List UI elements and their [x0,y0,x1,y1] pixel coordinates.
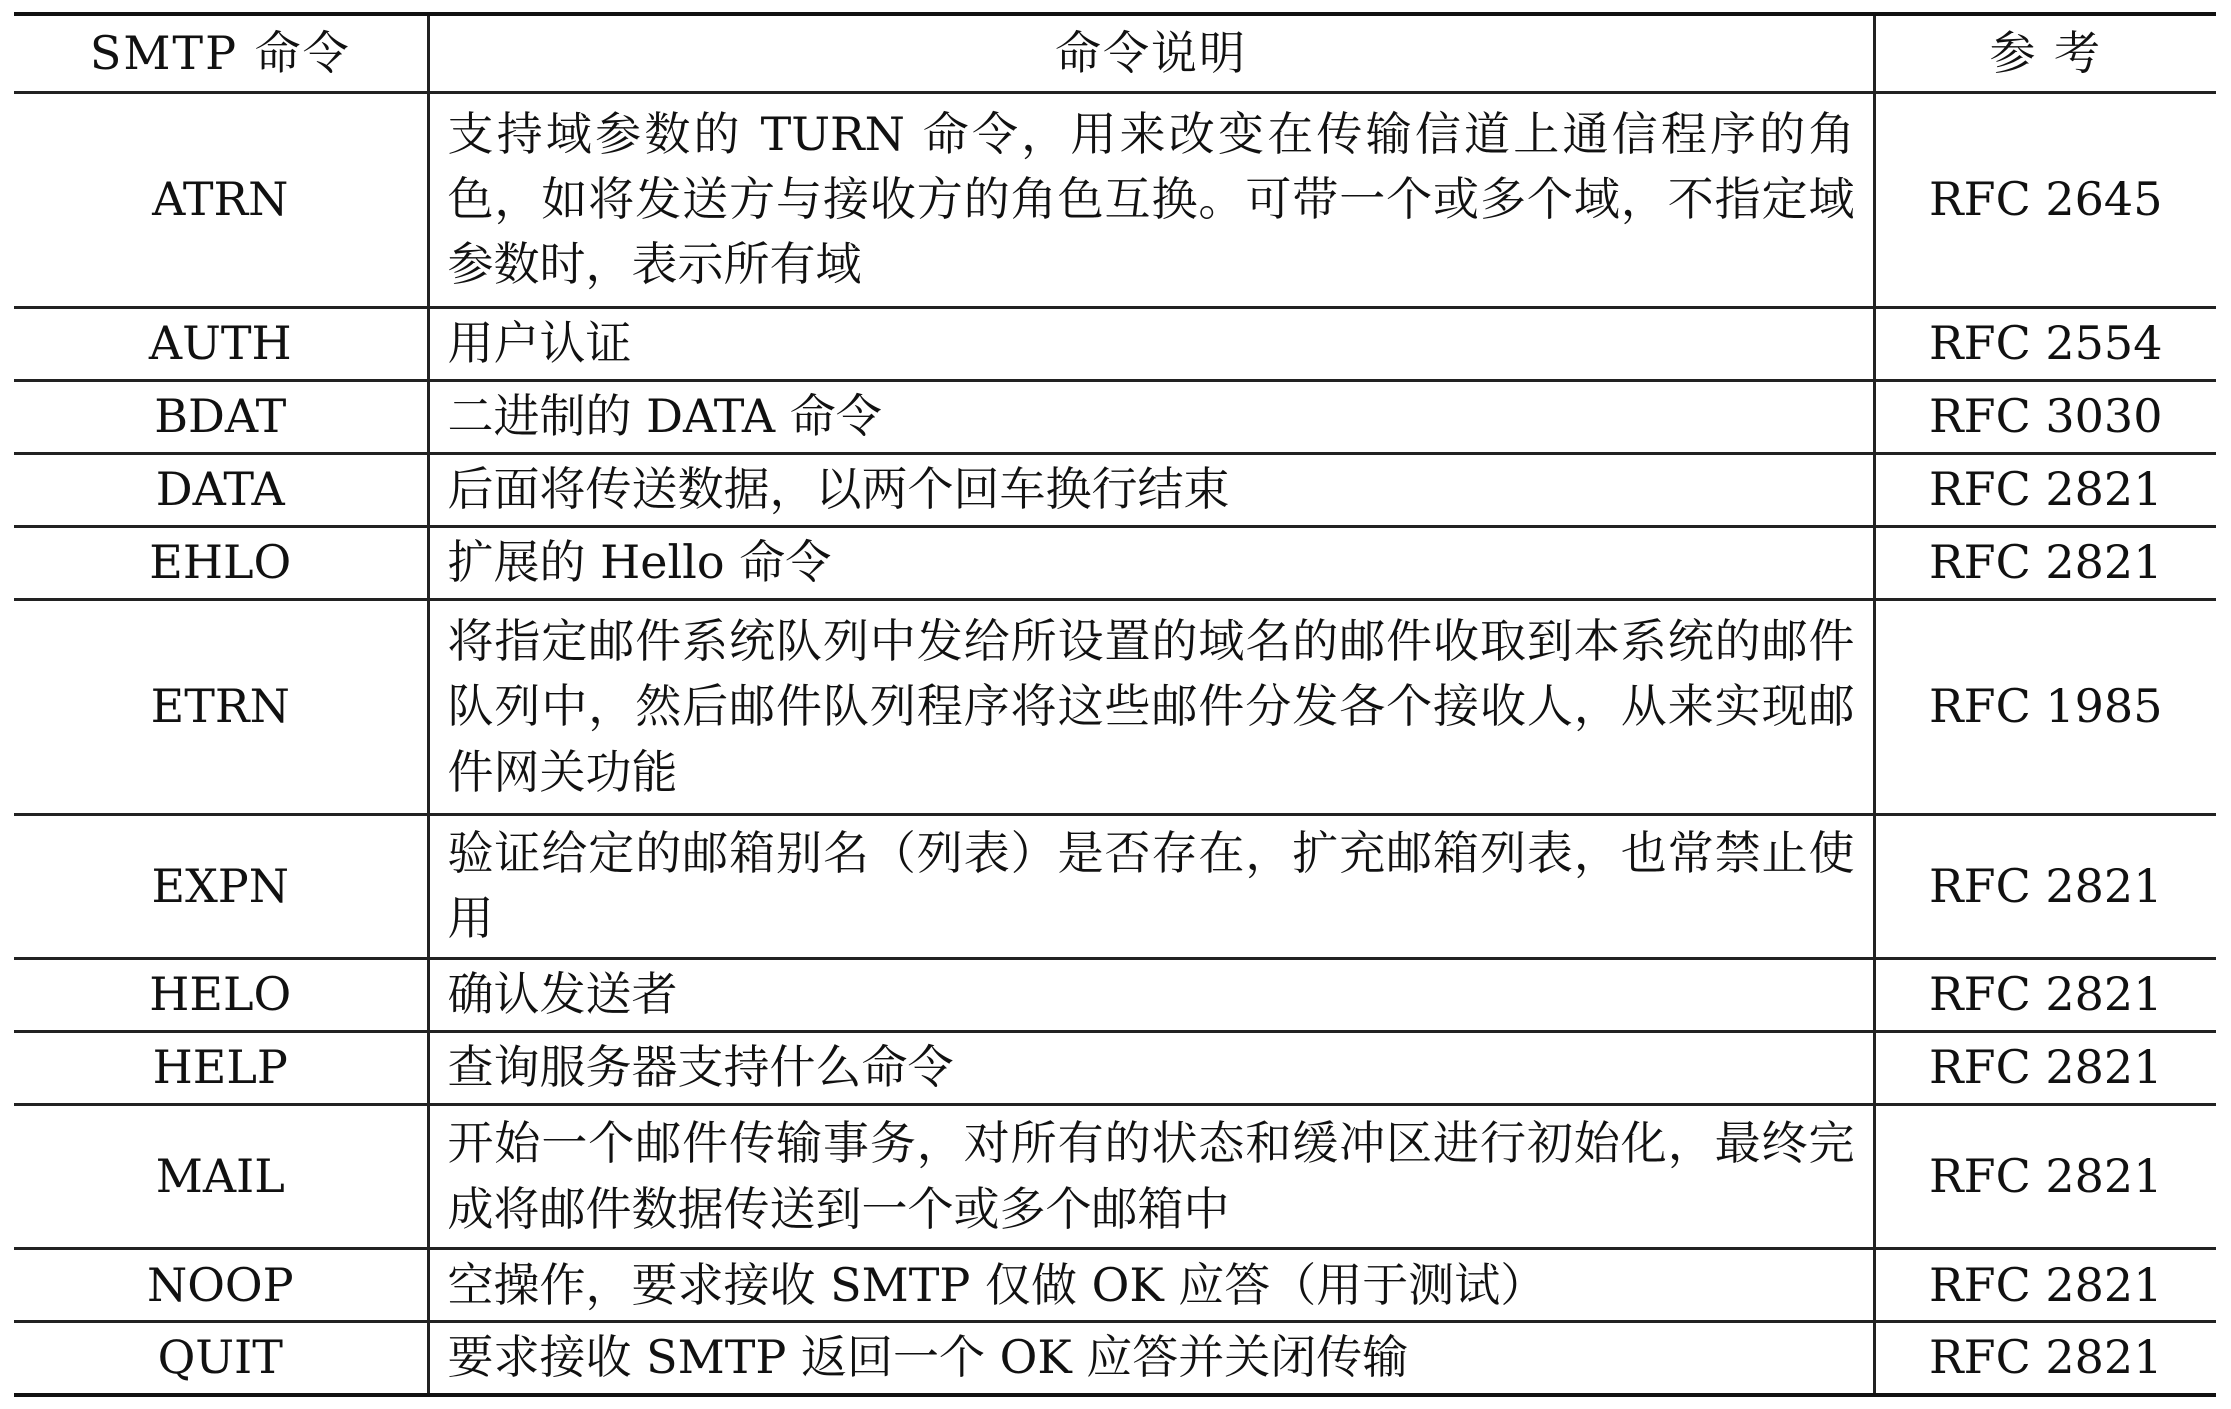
reference-cell: RFC 2645 [1874,92,2216,307]
reference-cell: RFC 1985 [1874,599,2216,814]
table-row [14,307,2216,380]
reference-cell: RFC 2554 [1874,307,2216,380]
reference-cell: RFC 2821 [1874,814,2216,958]
command-cell: HELO [14,959,428,1032]
description-cell: 将指定邮件系统队列中发给所设置的域名的邮件收取到本系统的邮件队列中，然后邮件队列程序将这些邮件分发各个接收人，从来实现邮件网关功能 [428,599,1874,814]
description-cell: 验证给定的邮箱别名（列表）是否存在，扩充邮箱列表，也常禁止使用 [428,814,1874,958]
command-cell: EXPN [14,814,428,958]
command-cell: DATA [14,453,428,526]
description-cell: 确认发送者 [428,959,1874,1032]
table-row [14,814,2216,958]
command-cell: BDAT [14,380,428,453]
table-row [14,1032,2216,1105]
command-cell: ETRN [14,599,428,814]
table-row [14,1322,2216,1395]
reference-cell: RFC 2821 [1874,526,2216,599]
command-cell: QUIT [14,1322,428,1395]
header-smtp-command: SMTP 命令 [14,14,428,92]
description-cell: 扩展的 Hello 命令 [428,526,1874,599]
reference-cell: RFC 2821 [1874,1032,2216,1105]
table-row [14,1105,2216,1249]
description-cell: 二进制的 DATA 命令 [428,380,1874,453]
header-command-description: 命令说明 [428,14,1874,92]
reference-cell: RFC 3030 [1874,380,2216,453]
table-row [14,1249,2216,1322]
description-cell: 空操作，要求接收 SMTP 仅做 OK 应答（用于测试） [428,1249,1874,1322]
table-row [14,92,2216,307]
description-cell: 查询服务器支持什么命令 [428,1032,1874,1105]
command-cell: AUTH [14,307,428,380]
description-cell: 用户认证 [428,307,1874,380]
description-cell: 开始一个邮件传输事务，对所有的状态和缓冲区进行初始化，最终完成将邮件数据传送到一个或多个邮箱中 [428,1105,1874,1249]
command-cell: EHLO [14,526,428,599]
command-cell: MAIL [14,1105,428,1249]
table-header-row [14,14,2216,92]
description-cell: 后面将传送数据，以两个回车换行结束 [428,453,1874,526]
table-row [14,599,2216,814]
reference-cell: RFC 2821 [1874,1105,2216,1249]
command-cell: ATRN [14,92,428,307]
table-row [14,453,2216,526]
reference-cell: RFC 2821 [1874,1322,2216,1395]
table-row [14,526,2216,599]
description-cell: 要求接收 SMTP 返回一个 OK 应答并关闭传输 [428,1322,1874,1395]
description-cell: 支持域参数的 TURN 命令，用来改变在传输信道上通信程序的角色，如将发送方与接收方的角色互换。可带一个或多个域，不指定域参数时，表示所有域 [428,92,1874,307]
reference-cell: RFC 2821 [1874,453,2216,526]
command-cell: HELP [14,1032,428,1105]
command-cell: NOOP [14,1249,428,1322]
table-row [14,380,2216,453]
smtp-command-table-page [14,12,2216,1397]
reference-cell: RFC 2821 [1874,1249,2216,1322]
table-row [14,959,2216,1032]
header-reference: 参 考 [1874,14,2216,92]
smtp-command-table [14,12,2216,1397]
reference-cell: RFC 2821 [1874,959,2216,1032]
